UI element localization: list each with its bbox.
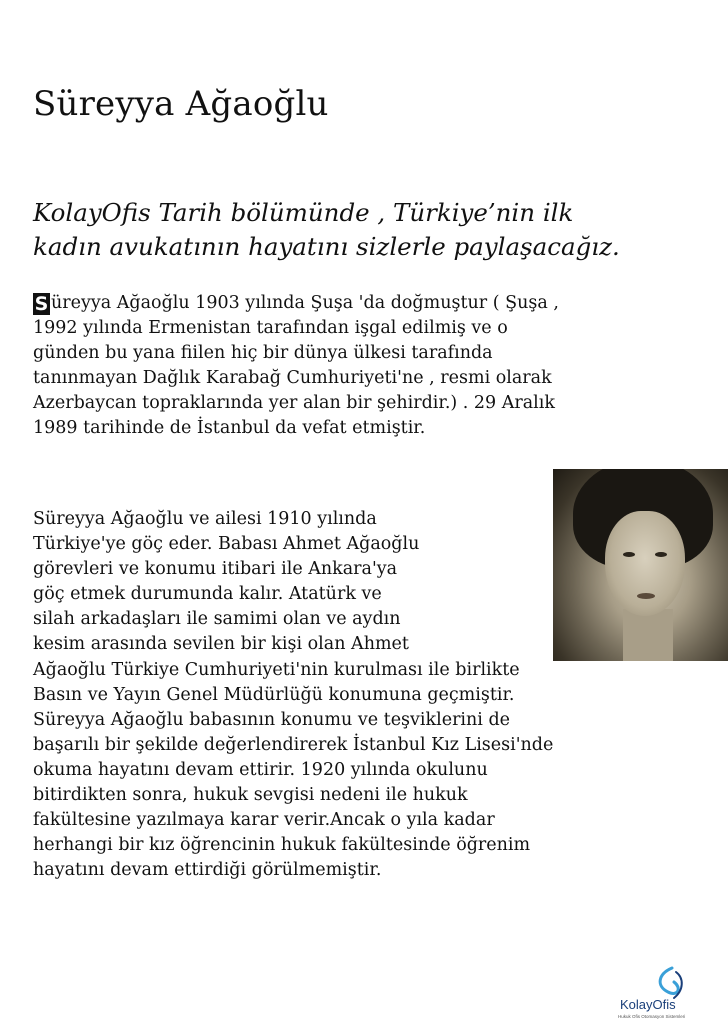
- paragraph-line: 1989 tarihinde de İstanbul da vefat etmiştir.: [33, 418, 426, 439]
- paragraph-line: [33, 291, 713, 316]
- paragraph-line: fakültesine yazılmaya karar verir.Ancak o yıla kadar: [33, 810, 495, 831]
- paragraph-line: bitirdikten sonra, hukuk sevgisi nedeni ile hukuk: [33, 785, 468, 806]
- logo-tagline: Hukuk Ofis Otomasyon Sistemleri: [618, 1014, 686, 1019]
- kolayofis-logo: [612, 964, 712, 1024]
- paragraph-line: Azerbaycan topraklarında yer alan bir şehirdir.) . 29 Aralık: [33, 393, 555, 414]
- paragraph-history: [33, 507, 723, 883]
- paragraph-line: 1992 yılında Ermenistan tarafından işgal edilmiş ve o: [33, 318, 508, 339]
- paragraph-line: Süreyya Ağaoğlu ve ailesi 1910 yılında: [33, 509, 377, 529]
- paragraph-line: başarılı bir şekilde değerlendirerek İstanbul Kız Lisesi'nde: [33, 734, 554, 755]
- page-title: Süreyya Ağaoğlu: [33, 84, 329, 124]
- paragraph-line: Basın ve Yayın Genel Müdürlüğü konumuna geçmiştir.: [33, 684, 515, 705]
- paragraph-line: Süreyya Ağaoğlu babasının konumu ve teşviklerini de: [33, 709, 511, 730]
- paragraph-line: göç etmek durumunda kalır. Atatürk ve: [33, 584, 382, 605]
- paragraph-line: kesim arasında sevilen bir kişi olan Ahmet: [33, 634, 409, 655]
- paragraph-line: Türkiye'ye göç eder. Babası Ahmet Ağaoğlu: [33, 534, 420, 555]
- paragraph-line: günden bu yana fiilen hiç bir dünya ülkesi tarafında: [33, 343, 493, 364]
- subtitle-line: kadın avukatının hayatını sizlerle paylaşacağız.: [33, 232, 620, 261]
- subtitle-line: KolayOfis Tarih bölümünde , Türkiye’nin ilk: [33, 198, 574, 227]
- paragraph-line: silah arkadaşları ile samimi olan ve aydın: [33, 609, 401, 630]
- paragraph-line: Ağaoğlu Türkiye Cumhuriyeti'nin kurulması ile birlikte: [33, 659, 520, 680]
- paragraph-birth: [33, 291, 713, 442]
- paragraph-line: görevleri ve konumu itibari ile Ankara'ya: [33, 559, 398, 580]
- paragraph-first-line: üreyya Ağaoğlu 1903 yılında Şuşa 'da doğmuştur ( Şuşa ,: [51, 293, 559, 313]
- paragraph-line: herhangi bir kız öğrencinin hukuk fakültesinde öğrenim: [33, 835, 531, 856]
- paragraph-line: okuma hayatını devam ettirir. 1920 yılında okulunu: [33, 759, 488, 780]
- subtitle: [33, 196, 723, 264]
- paragraph-line: hayatını devam ettirdiği görülmemiştir.: [33, 860, 382, 881]
- paragraph-line: tanınmayan Dağlık Karabağ Cumhuriyeti'ne , resmi olarak: [33, 368, 552, 389]
- drop-cap: S: [34, 293, 49, 315]
- logo-name: KolayOfis: [620, 997, 676, 1012]
